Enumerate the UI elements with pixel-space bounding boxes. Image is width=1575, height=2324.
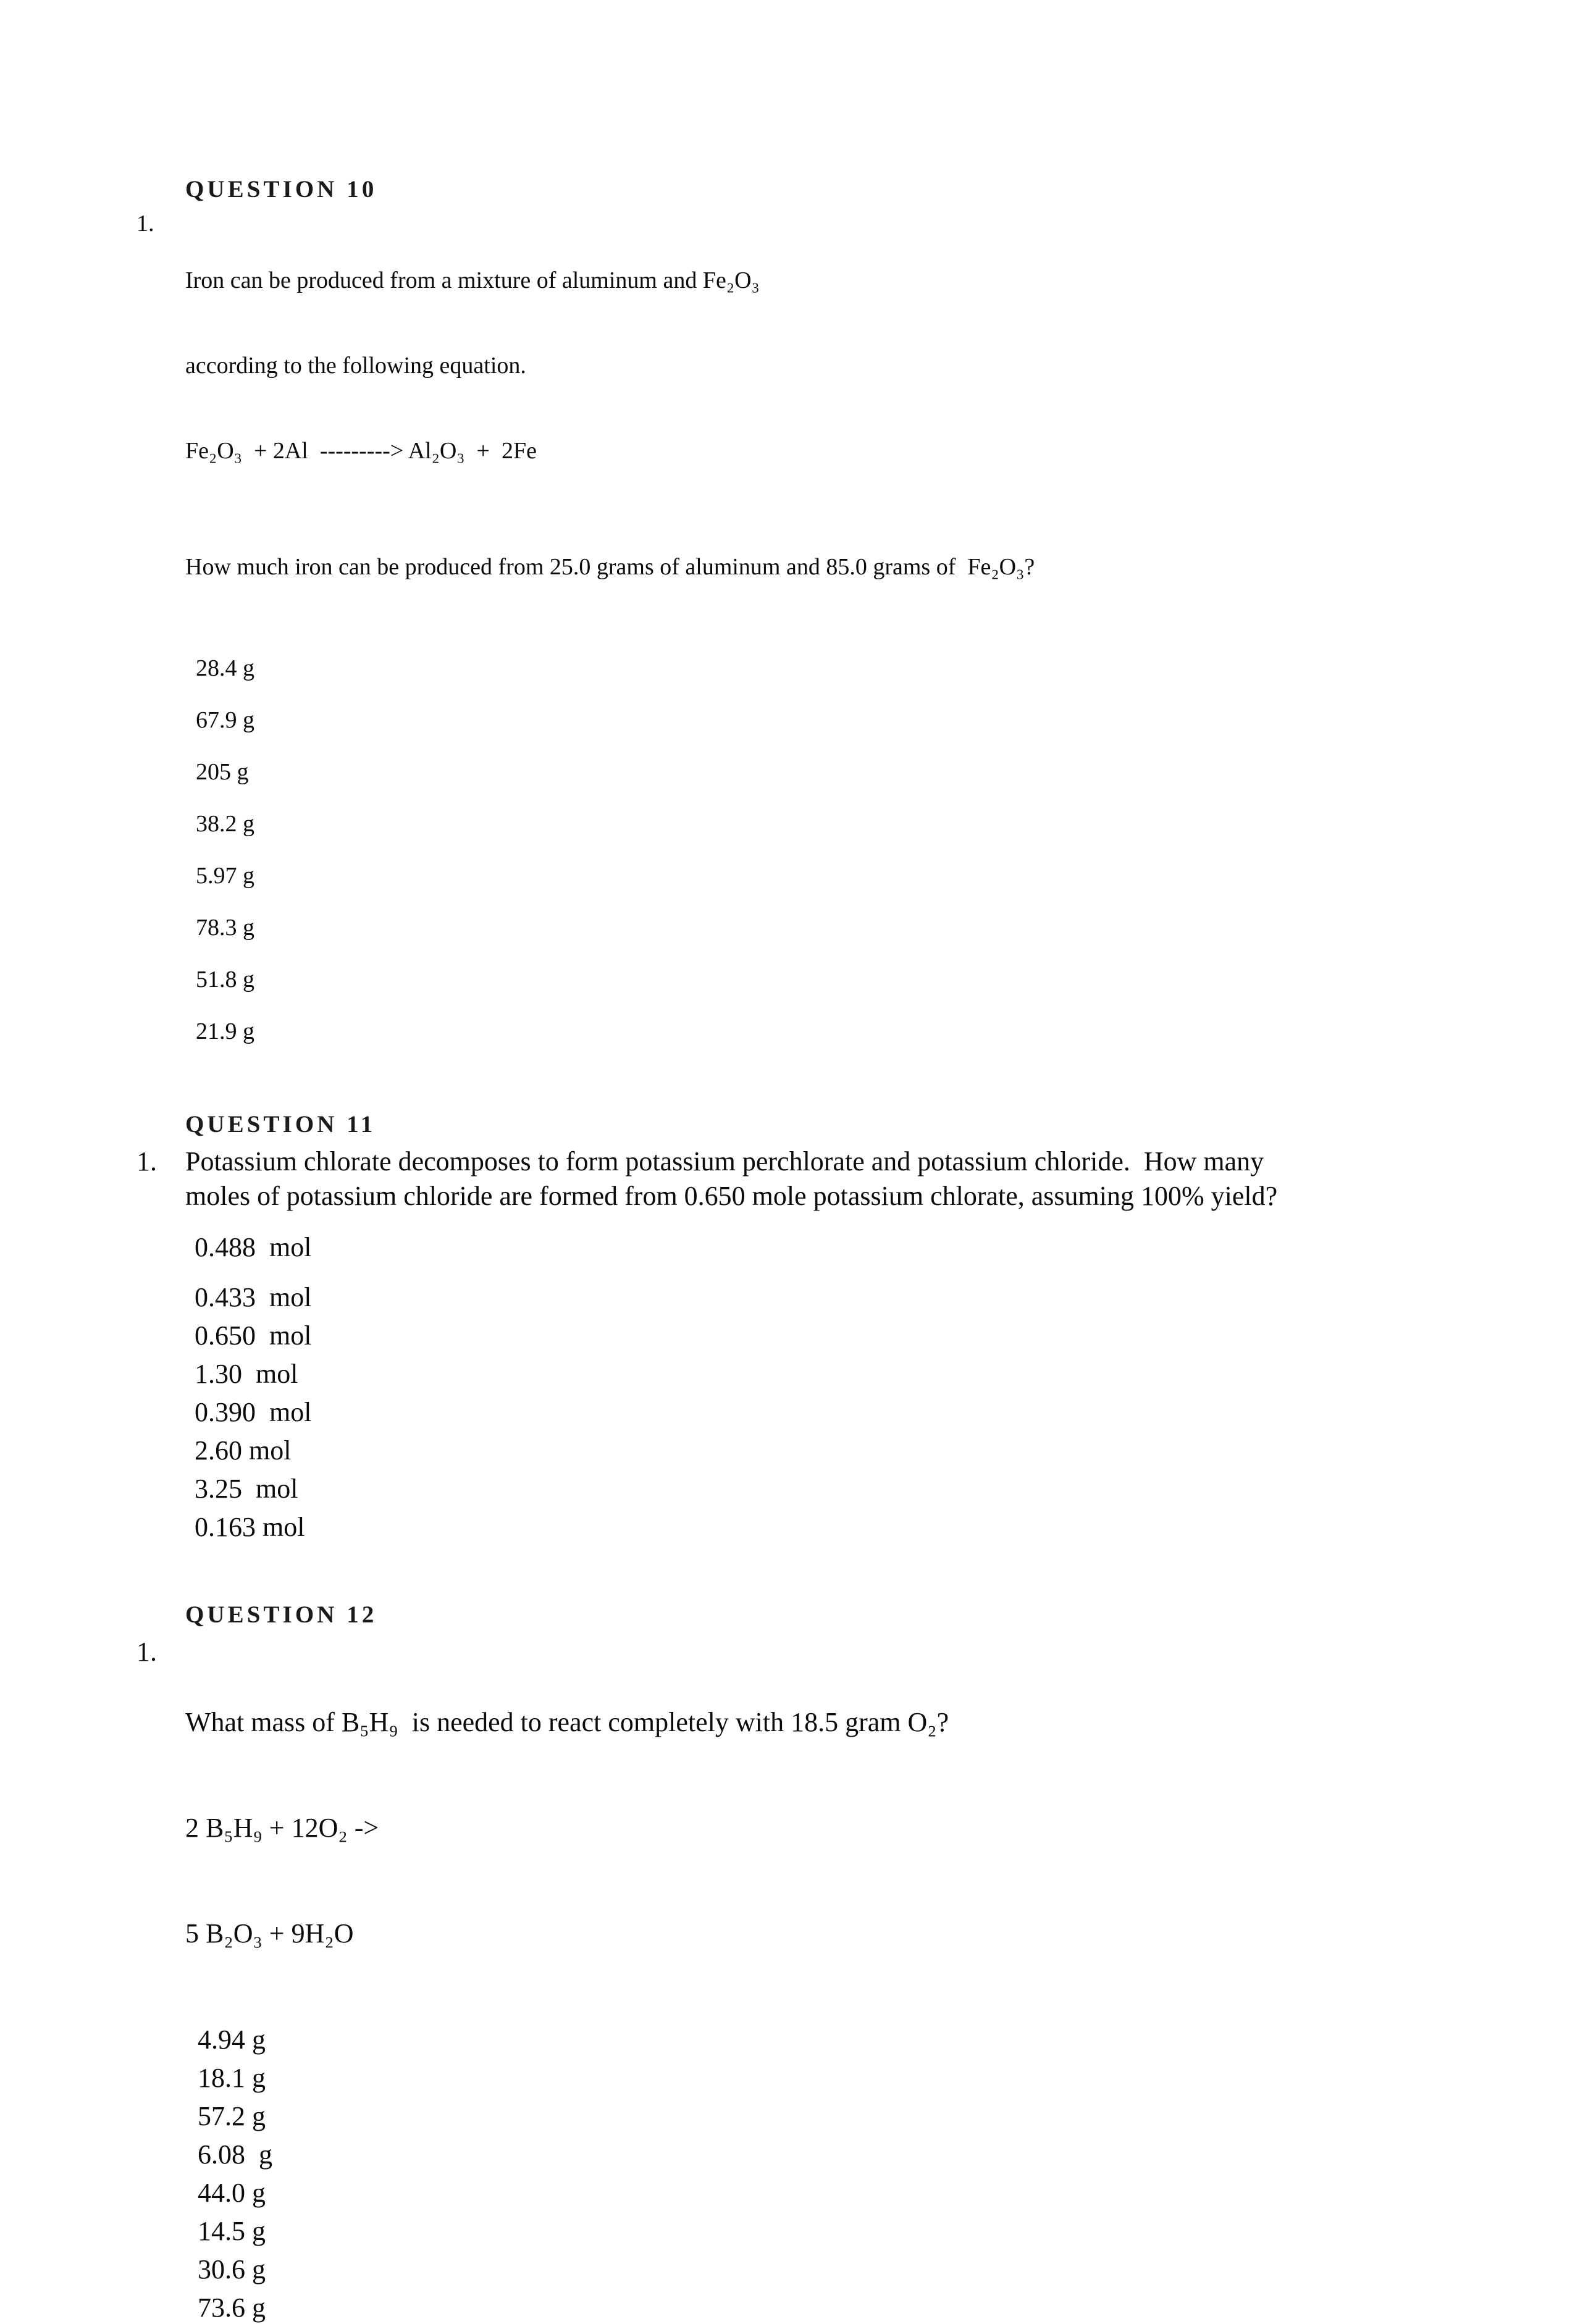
question-12-options [185, 2023, 1427, 2324]
question-10-item-number: 1. [136, 211, 154, 237]
question-11 [136, 1110, 1427, 1543]
question-10-item [136, 209, 1427, 638]
question-12-equation: 5 B₂O₃ + 9H₂O [185, 1918, 354, 1949]
question-12-body-line: What mass of B₅H₉ is needed to react completely with 18.5 gram O₂? [185, 1707, 949, 1737]
question-10-body-line: Iron can be produced from a mixture of aluminum and Fe₂O₃ [185, 267, 760, 293]
answer-option[interactable]: 38.2 g [196, 811, 254, 837]
answer-option[interactable]: 0.488 mol [195, 1232, 312, 1262]
question-11-options [185, 1231, 1427, 1543]
answer-option[interactable]: 51.8 g [196, 967, 254, 992]
question-12-item-number: 1. [136, 1637, 157, 1667]
question-12-equation: 2 B₅H₉ + 12O₂ -> [185, 1813, 379, 1843]
answer-option[interactable]: 21.9 g [196, 1018, 254, 1044]
answer-option[interactable]: 0.433 mol [195, 1282, 312, 1312]
question-11-heading: QUESTION 11 [185, 1111, 376, 1138]
answer-option[interactable]: 1.30 mol [195, 1359, 298, 1389]
question-10 [136, 175, 1427, 1046]
answer-option[interactable]: 28.4 g [196, 655, 254, 681]
question-10-body [185, 209, 1427, 638]
question-10-equation: Fe₂O₃ + 2Al ---------> Al₂O₃ + 2Fe [185, 438, 537, 464]
question-12-heading: QUESTION 12 [185, 1601, 377, 1628]
answer-option[interactable]: 44.0 g [198, 2178, 266, 2208]
answer-option[interactable]: 67.9 g [196, 707, 254, 733]
question-10-heading: QUESTION 10 [185, 176, 377, 203]
answer-option[interactable]: 5.97 g [196, 863, 254, 889]
answer-option[interactable]: 18.1 g [198, 2063, 266, 2093]
answer-option[interactable]: 78.3 g [196, 915, 254, 941]
question-12 [136, 1600, 1427, 2324]
answer-option[interactable]: 0.390 mol [195, 1397, 312, 1427]
question-11-item [136, 1144, 1427, 1214]
answer-option[interactable]: 0.163 mol [195, 1512, 305, 1542]
answer-option[interactable]: 205 g [196, 759, 249, 785]
answer-option[interactable]: 6.08 g [198, 2139, 272, 2170]
question-10-prompt: How much iron can be produced from 25.0 grams of aluminum and 85.0 grams of Fe₂O₃? [185, 554, 1035, 580]
question-12-body [185, 1635, 1427, 2021]
question-12-item [136, 1635, 1427, 2021]
answer-option[interactable]: 14.5 g [198, 2216, 266, 2246]
answer-option[interactable]: 4.94 g [198, 2024, 266, 2055]
answer-option[interactable]: 30.6 g [198, 2254, 266, 2284]
question-11-body: Potassium chlorate decomposes to form potassium perchlorate and potassium chloride. How many moles of potassium chloride are formed from 0.650 mole potassium chlorate, assuming 100% yield? [185, 1146, 1278, 1211]
answer-option[interactable]: 0.650 mol [195, 1320, 312, 1351]
answer-option[interactable]: 3.25 mol [195, 1474, 298, 1504]
question-11-item-number: 1. [136, 1146, 157, 1177]
answer-option[interactable]: 73.6 g [198, 2293, 266, 2323]
question-10-options [185, 654, 1427, 1046]
answer-option[interactable]: 57.2 g [198, 2101, 266, 2131]
question-10-body-line: according to the following equation. [185, 353, 526, 379]
answer-option[interactable]: 2.60 mol [195, 1435, 292, 1466]
